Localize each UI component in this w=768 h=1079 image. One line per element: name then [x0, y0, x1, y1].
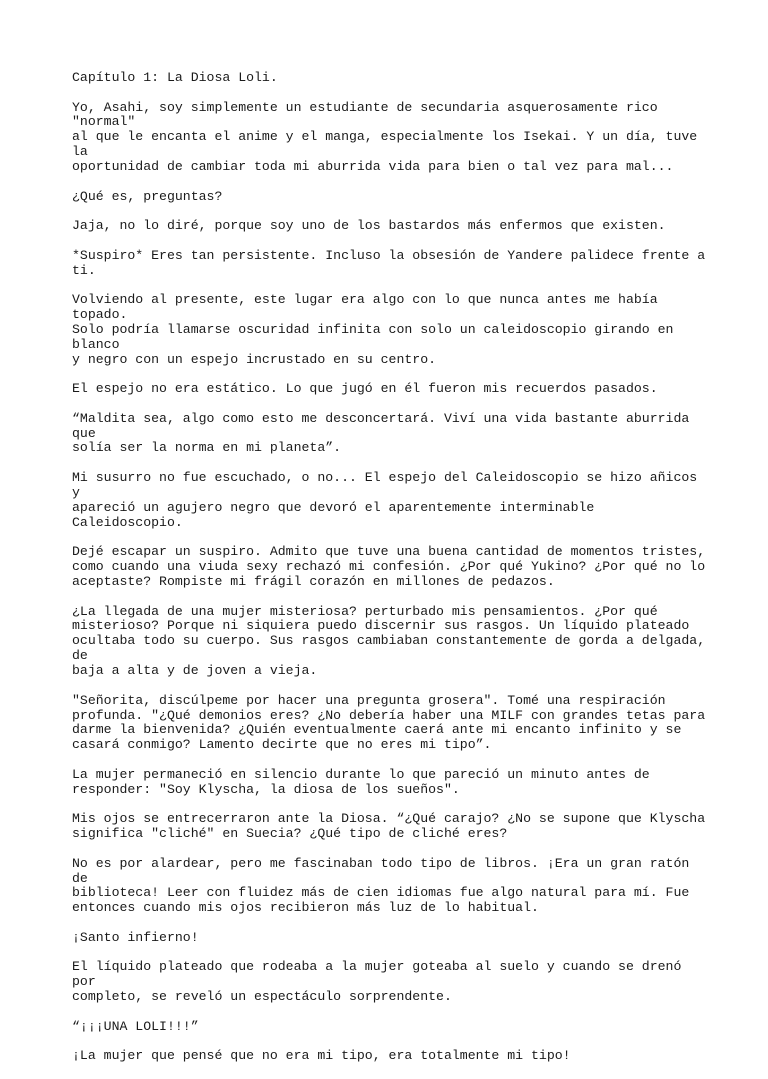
paragraph: "Señorita, discúlpeme por hacer una pregunta grosera". Tomé una respiración profunda. "¿Qué demonios eres? ¿No debería haber una MILF con grandes tetas para darme la bienvenida? ¿Quién eventualmente caerá ante mi encanto infinito y se casará conmigo? Lamento decirte que no eres mi tipo”.: [72, 692, 706, 753]
document-page: [72, 71, 712, 1079]
paragraph: ¡La mujer que pensé que no era mi tipo, era totalmente mi tipo!: [72, 1048, 571, 1064]
paragraph: El líquido plateado que rodeaba a la mujer goteaba al suelo y cuando se drenó por completo, se reveló un espectáculo sorprendente.: [72, 959, 682, 1005]
chapter-title: Capítulo 1: La Diosa Loli.: [72, 70, 278, 85]
paragraph: “Maldita sea, algo como esto me desconcertará. Viví una vida bastante aburrida que solía ser la norma en mi planeta”.: [72, 410, 690, 456]
paragraph: *Suspiro* Eres tan persistente. Incluso la obsesión de Yandere palidece frente a ti.: [72, 247, 706, 278]
paragraph: Dejé escapar un suspiro. Admito que tuve una buena cantidad de momentos tristes, como cuando una viuda sexy rechazó mi confesión. ¿Por qué Yukino? ¿Por qué no lo aceptaste? Rompiste mi frágil corazón en millones de pedazos.: [72, 544, 706, 589]
paragraph: ¡Santo infierno!: [72, 929, 199, 945]
paragraph: Yo, Asahi, soy simplemente un estudiante de secundaria asquerosamente rico "normal" al que le encanta el anime y el manga, especialmente los Isekai. Y un día, tuve la oportunidad de cambiar toda mi aburrida vida para bien o tal vez para mal...: [72, 99, 698, 175]
paragraph: “¡¡¡UNA LOLI!!!”: [72, 1018, 199, 1034]
paragraph: Mi susurro no fue escuchado, o no... El espejo del Caleidoscopio se hizo añicos y apareció un agujero negro que devoró el aparentemente interminable Caleidoscopio.: [72, 469, 698, 530]
paragraph: El espejo no era estático. Lo que jugó en él fueron mis recuerdos pasados.: [72, 381, 658, 397]
paragraph: Volviendo al presente, este lugar era algo con lo que nunca antes me había topado. Solo podría llamarse oscuridad infinita con solo un caleidoscopio girando en blanco y negro con un espejo incrustado en su centro.: [72, 292, 674, 367]
paragraph: Jaja, no lo diré, porque soy uno de los bastardos más enfermos que existen.: [72, 218, 666, 234]
paragraph: ¿Qué es, preguntas?: [72, 188, 223, 204]
paragraph: ¿La llegada de una mujer misteriosa? perturbado mis pensamientos. ¿Por qué misterioso? Porque ni siquiera puedo discernir sus rasgos. Un líquido plateado ocultaba todo su cuerpo. Sus rasgos cambiaban constantemente de gorda a delgada, de baja a alta y de joven a vieja.: [72, 603, 706, 679]
paragraph: Mis ojos se entrecerraron ante la Diosa. “¿Qué carajo? ¿No se supone que Klyscha significa "cliché" en Suecia? ¿Qué tipo de cliché eres?: [72, 811, 706, 842]
paragraph: La mujer permaneció en silencio durante lo que pareció un minuto antes de responder: "Soy Klyscha, la diosa de los sueños".: [72, 766, 650, 797]
paragraph: No es por alardear, pero me fascinaban todo tipo de libros. ¡Era un gran ratón de biblioteca! Leer con fluidez más de cien idiomas fue algo natural para mí. Fue entonces cuando mis ojos recibieron más luz de lo habitual.: [72, 855, 690, 916]
